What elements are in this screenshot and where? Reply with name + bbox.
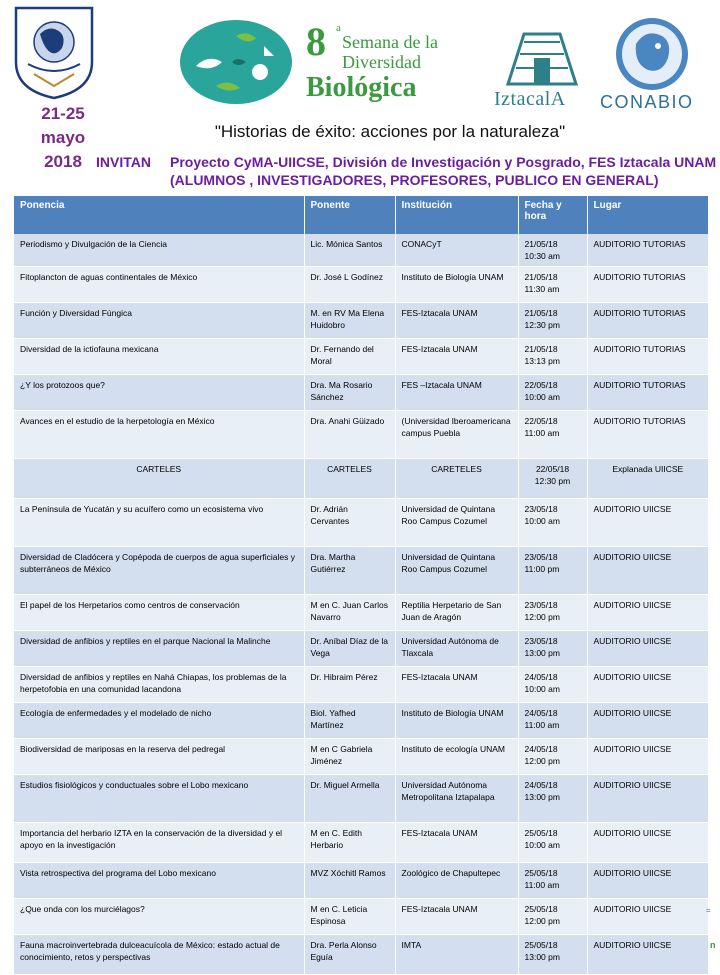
cell-institucion: CARETELES (395, 459, 518, 499)
semana-line1: Semana de la (342, 32, 438, 52)
cell-institucion: Zoológico de Chapultepec (395, 863, 518, 899)
cell-fecha: 25/05/18 10:00 am (518, 823, 587, 863)
cell-fecha: 23/05/18 13:00 pm (518, 631, 587, 667)
cell-ponencia: Biodiversidad de mariposas en la reserva del pedregal (14, 739, 304, 775)
cell-fecha: 22/05/18 10:00 am (518, 375, 587, 411)
cell-institucion: Universidad Autónoma de Tlaxcala (395, 631, 518, 667)
cell-ponente: Dra. Anahi Güizado (304, 411, 395, 459)
cell-lugar: AUDITORIO UIICSE (587, 935, 708, 975)
cell-fecha: 21/05/18 10:30 am (518, 234, 587, 267)
invitan-organizers: Proyecto CyMA-UIICSE, División de Investigación y Posgrado, FES Iztacala UNAM (170, 154, 717, 170)
cell-ponencia: Estudios fisiológicos y conductuales sobre el Lobo mexicano (14, 775, 304, 823)
cell-fecha: 21/05/18 12:30 pm (518, 303, 587, 339)
column-header-ponente: Ponente (304, 196, 395, 234)
conabio-label: CONABIO (600, 92, 694, 112)
invitan-label: INVITAN (96, 154, 151, 170)
cell-ponencia: Ecología de enfermedades y el modelado de nicho (14, 703, 304, 739)
cell-ponencia: Diversidad de anfibios y reptiles en el parque Nacional la Malinche (14, 631, 304, 667)
cell-institucion: Reptilia Herpetario de San Juan de Aragón (395, 595, 518, 631)
column-header-institucion: Institución (395, 196, 518, 234)
cell-ponencia: La Península de Yucatán y su acuífero como un ecosistema vivo (14, 499, 304, 547)
table-row (14, 703, 708, 739)
dates-line3: 2018 (44, 152, 82, 171)
event-subtitle: "Historias de éxito: acciones por la naturaleza" (214, 122, 566, 141)
cell-ponente: Dr. Aníbal Díaz de la Vega (304, 631, 395, 667)
cell-institucion: FES-Iztacala UNAM (395, 303, 518, 339)
cell-ponencia: Fitoplancton de aguas continentales de México (14, 267, 304, 303)
cell-lugar: Explanada UIICSE (587, 459, 708, 499)
edge-mark: = (706, 906, 711, 915)
cell-ponente: Dra. Ma Rosario Sánchez (304, 375, 395, 411)
cell-ponente: Dr. José L Godínez (304, 267, 395, 303)
cell-fecha: 22/05/18 12:30 pm (518, 459, 587, 499)
cell-institucion: FES-Iztacala UNAM (395, 823, 518, 863)
cell-ponencia: Vista retrospectiva del programa del Lobo mexicano (14, 863, 304, 899)
table-row (14, 739, 708, 775)
poster-header (0, 0, 720, 196)
cell-lugar: AUDITORIO UIICSE (587, 595, 708, 631)
dates-line2: mayo (40, 128, 86, 147)
cell-fecha: 25/05/18 13:00 pm (518, 935, 587, 975)
cell-ponente: Lic. Mónica Santos (304, 234, 395, 267)
semana-line3: Biológica (306, 72, 417, 103)
table-body (14, 234, 708, 975)
cell-institucion: (Universidad Iberoamericana campus Puebla (395, 411, 518, 459)
cell-ponencia: Diversidad de la ictiofauna mexicana (14, 339, 304, 375)
cell-lugar: AUDITORIO TUTORIAS (587, 411, 708, 459)
cell-fecha: 21/05/18 11:30 am (518, 267, 587, 303)
cell-fecha: 25/05/18 12:00 pm (518, 899, 587, 935)
unam-shield-logo (10, 4, 98, 100)
cell-ponencia: Diversidad de Cladócera y Copépoda de cuerpos de agua superficiales y subterráneos de México (14, 547, 304, 595)
table-row (14, 234, 708, 267)
cell-lugar: AUDITORIO TUTORIAS (587, 303, 708, 339)
cell-lugar: AUDITORIO UIICSE (587, 547, 708, 595)
table-row (14, 375, 708, 411)
table-row (14, 547, 708, 595)
table-row (14, 411, 708, 459)
table-row (14, 267, 708, 303)
table-row (14, 631, 708, 667)
cell-institucion: FES-Iztacala UNAM (395, 899, 518, 935)
table-row (14, 935, 708, 975)
cell-institucion: FES-Iztacala UNAM (395, 667, 518, 703)
cell-lugar: AUDITORIO TUTORIAS (587, 375, 708, 411)
cell-ponente: M en C. Juan Carlos Navarro (304, 595, 395, 631)
program-table (14, 196, 708, 975)
cell-ponente: Dra. Martha Gutiérrez (304, 547, 395, 595)
cell-fecha: 24/05/18 11:00 am (518, 703, 587, 739)
cell-institucion: Instituto de Biología UNAM (395, 703, 518, 739)
cell-fecha: 22/05/18 11:00 am (518, 411, 587, 459)
cell-ponente: Dr. Adrián Cervantes (304, 499, 395, 547)
column-header-fecha: Fecha y hora (518, 196, 587, 234)
cell-lugar: AUDITORIO UIICSE (587, 667, 708, 703)
cell-ponencia: Avances en el estudio de la herpetología en México (14, 411, 304, 459)
cell-ponencia: Diversidad de anfibios y reptiles en Nahá Chiapas, los problemas de la herpetofobia en una comunidad lacandona (14, 667, 304, 703)
dates-line1: 21-25 (41, 104, 85, 123)
cell-institucion: Universidad Autónoma Metropolitana Iztapalapa (395, 775, 518, 823)
carteles-row (14, 459, 708, 499)
cell-lugar: AUDITORIO TUTORIAS (587, 234, 708, 267)
column-header-ponencia: Ponencia (14, 196, 304, 234)
invitan-audience: (ALUMNOS , INVESTIGADORES, PROFESORES, PUBLICO EN GENERAL) (170, 172, 659, 188)
cell-ponencia: Periodismo y Divulgación de la Ciencia (14, 234, 304, 267)
cell-ponente: Dr. Fernando del Moral (304, 339, 395, 375)
table-row (14, 775, 708, 823)
cell-ponencia: CARTELES (14, 459, 304, 499)
cell-ponente: Dr. Hibraim Pérez (304, 667, 395, 703)
cell-ponente: Biol. Yafhed Martínez (304, 703, 395, 739)
table-row (14, 667, 708, 703)
cell-institucion: FES –Iztacala UNAM (395, 375, 518, 411)
cell-ponente: M en C Gabriela Jiménez (304, 739, 395, 775)
cell-fecha: 24/05/18 10:00 am (518, 667, 587, 703)
cell-ponencia: Importancia del herbario IZTA en la conservación de la diversidad y el apoyo en la investigación (14, 823, 304, 863)
cell-fecha: 24/05/18 12:00 pm (518, 739, 587, 775)
table-row (14, 339, 708, 375)
cell-lugar: AUDITORIO UIICSE (587, 899, 708, 935)
semana-superscript: a (336, 22, 341, 34)
cell-lugar: AUDITORIO UIICSE (587, 823, 708, 863)
cell-lugar: AUDITORIO UIICSE (587, 631, 708, 667)
semana-line2: Diversidad (342, 52, 421, 72)
cell-lugar: AUDITORIO TUTORIAS (587, 267, 708, 303)
table-header-row (14, 196, 708, 234)
cell-institucion: CONACyT (395, 234, 518, 267)
cell-institucion: Universidad de Quintana Roo Campus Cozumel (395, 499, 518, 547)
cell-fecha: 23/05/18 12:00 pm (518, 595, 587, 631)
cell-lugar: AUDITORIO UIICSE (587, 863, 708, 899)
cell-ponente: Dra. Perla Alonso Eguía (304, 935, 395, 975)
cell-lugar: AUDITORIO UIICSE (587, 703, 708, 739)
table-row (14, 303, 708, 339)
cell-ponente: M. en RV Ma Elena Huidobro (304, 303, 395, 339)
cell-ponente: M en C. Edith Herbario (304, 823, 395, 863)
cell-institucion: Instituto de Biología UNAM (395, 267, 518, 303)
cell-institucion: Universidad de Quintana Roo Campus Cozumel (395, 547, 518, 595)
cell-ponencia: Fauna macroinvertebrada dulceacuícola de México: estado actual de conocimiento, retos y perspectivas (14, 935, 304, 975)
cell-ponencia: El papel de los Herpetarios como centros de conservación (14, 595, 304, 631)
cell-ponente: Dr. Miguel Armella (304, 775, 395, 823)
cell-lugar: AUDITORIO UIICSE (587, 775, 708, 823)
cell-fecha: 21/05/18 13:13 pm (518, 339, 587, 375)
cell-ponente: MVZ Xóchitl Ramos (304, 863, 395, 899)
cell-ponencia: ¿Y los protozoos que? (14, 375, 304, 411)
conabio-circle-logo (612, 14, 692, 94)
table-row (14, 595, 708, 631)
cell-ponente: CARTELES (304, 459, 395, 499)
cell-fecha: 23/05/18 11:00 pm (518, 547, 587, 595)
iztacala-label: IztacalA (494, 88, 566, 110)
cell-institucion: IMTA (395, 935, 518, 975)
semana-number: 8 (306, 19, 326, 64)
table-row (14, 499, 708, 547)
cell-fecha: 23/05/18 10:00 am (518, 499, 587, 547)
cell-ponente: M en C. Leticia Espinosa (304, 899, 395, 935)
cell-fecha: 25/05/18 11:00 am (518, 863, 587, 899)
column-header-lugar: Lugar (587, 196, 708, 234)
cell-fecha: 24/05/18 13:00 pm (518, 775, 587, 823)
cell-institucion: Instituto de ecología UNAM (395, 739, 518, 775)
table-row (14, 863, 708, 899)
cell-lugar: AUDITORIO UIICSE (587, 499, 708, 547)
cell-ponencia: Función y Diversidad Fúngica (14, 303, 304, 339)
cell-institucion: FES-Iztacala UNAM (395, 339, 518, 375)
cell-ponencia: ¿Que onda con los murciélagos? (14, 899, 304, 935)
cell-lugar: AUDITORIO TUTORIAS (587, 339, 708, 375)
edge-mark: n (710, 940, 716, 950)
table-row (14, 899, 708, 935)
cell-lugar: AUDITORIO UIICSE (587, 739, 708, 775)
biodiversity-animals-logo (176, 16, 296, 108)
table-row (14, 823, 708, 863)
